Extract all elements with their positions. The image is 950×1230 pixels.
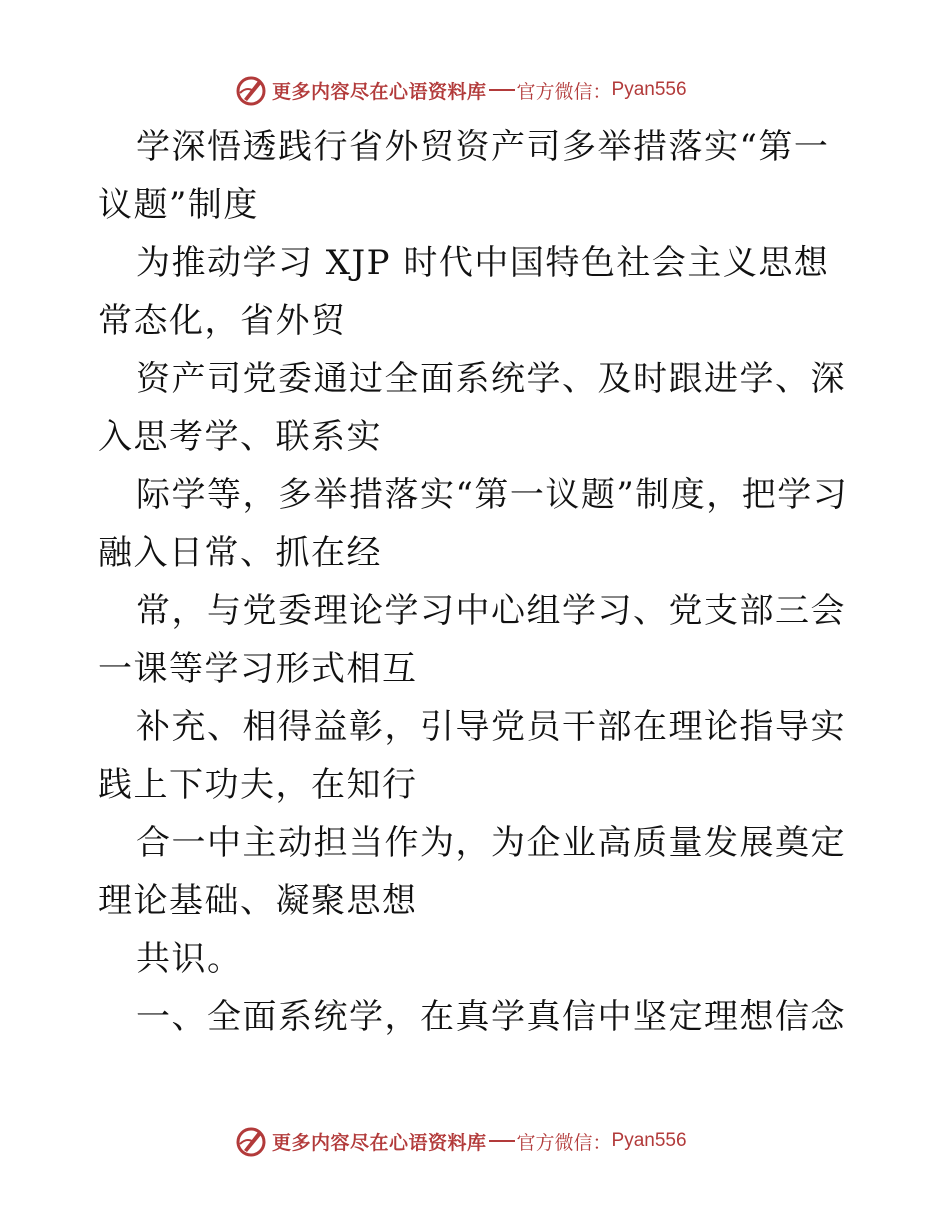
- watermark-account: Pyan556: [611, 79, 687, 100]
- paragraph: 际学等，多举措落实“第一议题”制度，把学习融入日常、抓在经: [98, 475, 849, 573]
- paragraph: 为推动学习 XJP 时代中国特色社会主义思想常态化，省外贸: [98, 243, 830, 341]
- watermark-dash: [489, 1140, 515, 1142]
- header-watermark: [234, 72, 687, 108]
- watermark-site-name: 更多内容尽在心语资料库: [272, 1131, 487, 1154]
- document-title: 学深悟透践行省外贸资产司多举措落实“第一议题”制度: [98, 127, 830, 225]
- paragraph: 补充、相得益彰，引导党员干部在理论指导实践上下功夫，在知行: [98, 707, 846, 805]
- watermark-wechat-label: 官方微信：: [516, 80, 612, 103]
- watermark-site-name: 更多内容尽在心语资料库: [272, 80, 487, 103]
- quill-logo-icon: [234, 73, 268, 107]
- quill-logo-icon: [234, 1124, 268, 1158]
- paragraph: 资产司党委通过全面系统学、及时跟进学、深入思考学、联系实: [98, 359, 846, 457]
- paragraph: 共识。: [136, 939, 243, 979]
- document-body: [98, 118, 858, 1046]
- paragraph: 合一中主动担当作为，为企业高质量发展奠定理论基础、凝聚思想: [98, 823, 846, 921]
- section-heading: 一、全面系统学，在真学真信中坚定理想信念: [136, 997, 846, 1037]
- footer-watermark: [234, 1123, 687, 1159]
- watermark-wechat-label: 官方微信：: [516, 1131, 612, 1154]
- paragraph: 常，与党委理论学习中心组学习、党支部三会一课等学习形式相互: [98, 591, 846, 689]
- watermark-account: Pyan556: [611, 1130, 687, 1151]
- watermark-dash: [489, 89, 515, 91]
